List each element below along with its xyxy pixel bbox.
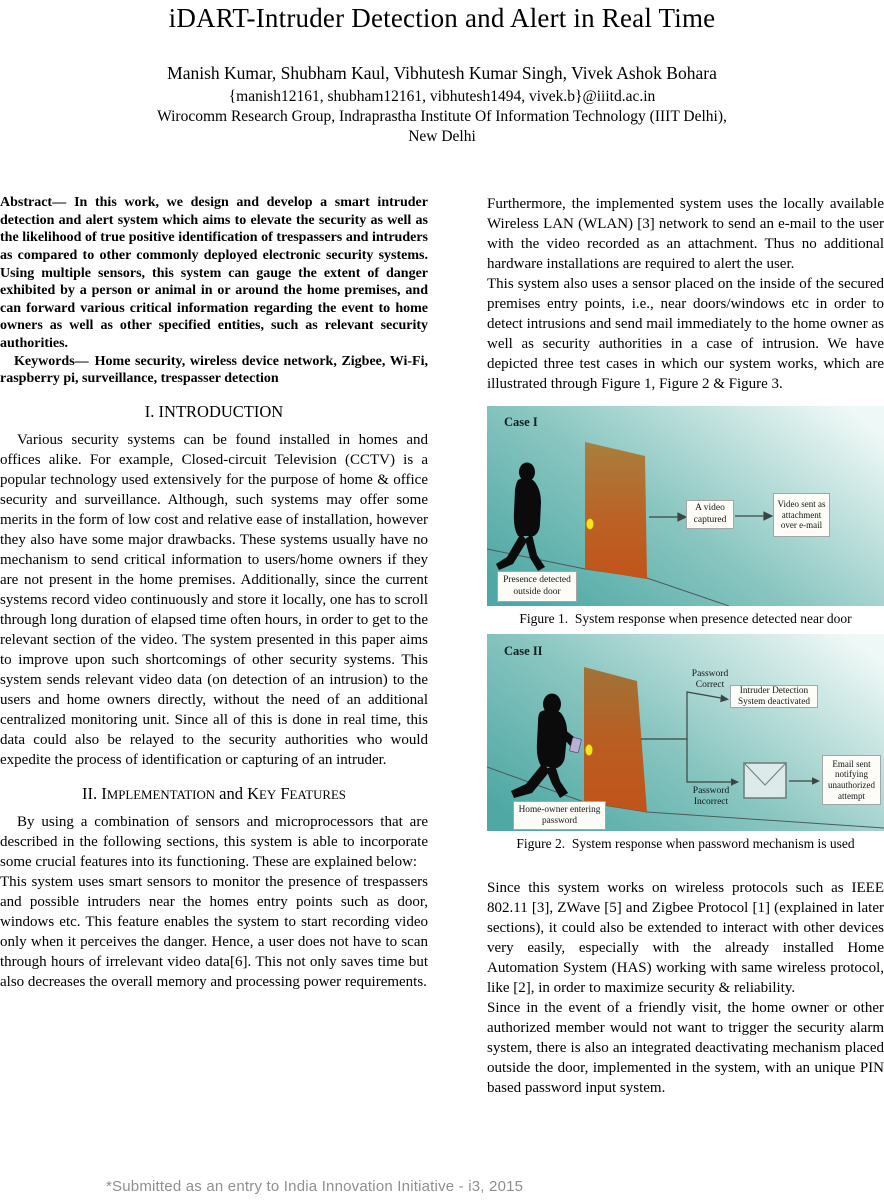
abstract-text: In this work, we design and develop a smart intruder detection and alert system which aims to elevate the security as well as the likelihood of true positive identification of trespassers and intruders as compared to other commonly deployed electronic security systems. Using multiple sensors, this system can gauge the extent of danger exhibited by a person or animal in or around the home premises, and can forward various critical information regarding the event to home owners as well as other specified entities, such as relevant security authorities. [0,195,428,351]
figure2-box-email-sent: Email sent notifying unauthorized attempt [822,755,881,805]
implementation-paragraph-2: This system uses smart sensors to monitor the presence of trespassers and possible intruders near the homes entry points such as door, windows etc. This feature enables the system to start recording video only when it perceives the danger. Hence, a user does not have to scan through hours of irrelevant video data[6]. This not only saves time but also decreases the overall memory and processing power requirements. [0,873,428,990]
paper-page [0,3,884,1203]
rc-paragraph-2: This system also uses a sensor placed on the inside of the secured premises entry points, i.e., near doors/windows etc in order to detect intrusions and send mail immediately to the home owner as well as security authorities in a case of intrusion. We have depicted three test cases in which our system works, which are illustrated through Figure 1, Figure 2 & Figure 3. [487,276,884,392]
figure2-box-system-deactivated: Intruder Detection System deactivated [730,685,818,708]
authors-line: Manish Kumar, Shubham Kaul, Vibhutesh Kumar Singh, Vivek Ashok Bohara [167,63,717,83]
affiliation-line-1: Wirocomm Research Group, Indraprastha Institute Of Information Technology (IIIT Delhi), [157,108,727,125]
figure2-label-home-owner: Home-owner entering password [513,801,606,830]
figure1-box-video-sent: Video sent as attachment over e-mail [773,493,830,537]
figure1-box-video-captured: A video captured [686,500,734,529]
two-column-body [0,194,884,1098]
envelope-icon [744,763,786,798]
figure1-diagram [487,406,884,606]
rc-paragraph-1: Furthermore, the implemented system uses the locally available Wireless LAN (WLAN) [3] network to send an e-mail to the user with the video recorded as an attachment. Thus no additional hardware installations are required to alert the user. [487,196,884,272]
footer-note: *Submitted as an entry to India Innovation Initiative - i3, 2015 [106,1178,524,1195]
implementation-paragraph-1: By using a combination of sensors and microprocessors that are described in the following sections, this system is able to incorporate some crucial features into its functioning. These are explained below: [0,813,428,870]
heading2-part: and [215,783,248,803]
door-sensor-icon [586,519,593,530]
door-icon [585,442,647,579]
figure2-diagram [487,634,884,831]
figure2-case-label: Case II [504,644,543,658]
rc-paragraph-4: Since in the event of a friendly visit, the home owner or other authorized member would not want to trigger the security alarm system, there is also an integrated deactivating mechanism placed outside the door, implemented in the system, with an unique PIN based password input system. [487,1000,884,1096]
door-icon [584,667,647,812]
figure2-label-password-correct: Password Correct [691,669,729,691]
figure2-label-password-incorrect: Password Incorrect [692,786,730,808]
introduction-paragraph: Various security systems can be found installed in homes and offices alike. For example, Closed-circuit Television (CCTV) is a popular technology used extensively for the purpose of home & office security and surveillance. Although, such systems may offer some merits in the form of low cost and relative ease of installation, however they also have some major drawbacks. These systems usually have no mechanism to send critical information to users/home owners if they are not present in the home premises. Additionally, since the current systems record video continuously and store it locally, one has to scroll through long duration of elapsed time often hours, in order to get to the relevant section of the video. The system presented in this paper aims to improve upon such shortcomings of other security systems. This system sends relevant video data (on detection of an intrusion) to the users and home owners directly, without the need of an additional centralized monitoring unit. Since all of this is done in real time, this data could also be relayed to the security authorities who would expedite the process of identification or capturing of an intruder. [0,431,428,768]
heading2-part: II. I [82,783,107,803]
door-sensor-icon [585,744,592,755]
heading2-part: EATURES [289,787,346,802]
figure2-caption: Figure 2. System response when password mechanism is used [516,836,855,851]
figure1-case-label: Case I [504,415,538,429]
figure1-caption: Figure 1. System response when presence detected near door [519,611,852,626]
heading2-part: EY [259,787,277,802]
emails-line: {manish12161, shubham12161, vibhutesh1494, vivek.b}@iiitd.ac.in [228,88,656,105]
heading2-part: F [276,783,290,803]
abstract-label: Abstract— [0,195,67,210]
figure1-label-presence-detected: Presence detected outside door [497,571,577,602]
heading2-part: K [247,783,260,803]
keywords-text: Home security, wireless device network, Zigbee, Wi-Fi, raspberry pi, surveillance, trespasser detection [0,353,428,387]
column-gap [428,194,487,1098]
page-title: iDART-Intruder Detection and Alert in Real Time [168,3,716,33]
left-column [0,194,428,1098]
section-heading-introduction: I. INTRODUCTION [144,401,284,421]
affiliation-line-2: New Delhi [408,128,476,145]
section-heading-implementation [0,784,428,804]
right-column [487,194,884,1098]
keywords-label: Keywords— [14,353,89,369]
keywords-paragraph [0,353,428,388]
abstract-paragraph [0,194,428,353]
rc-paragraph-3: Since this system works on wireless protocols such as IEEE 802.11 [3], ZWave [5] and Zigbee Protocol [1] (explained in later sections), it could also be extended to interact with other devices very easily, especially with the already installed Home Automation System (HAS) working with same wireless protocol, like [2], in order to maximize security & reliability. [487,880,884,996]
heading2-part: MPLEMENTATION [106,787,216,802]
